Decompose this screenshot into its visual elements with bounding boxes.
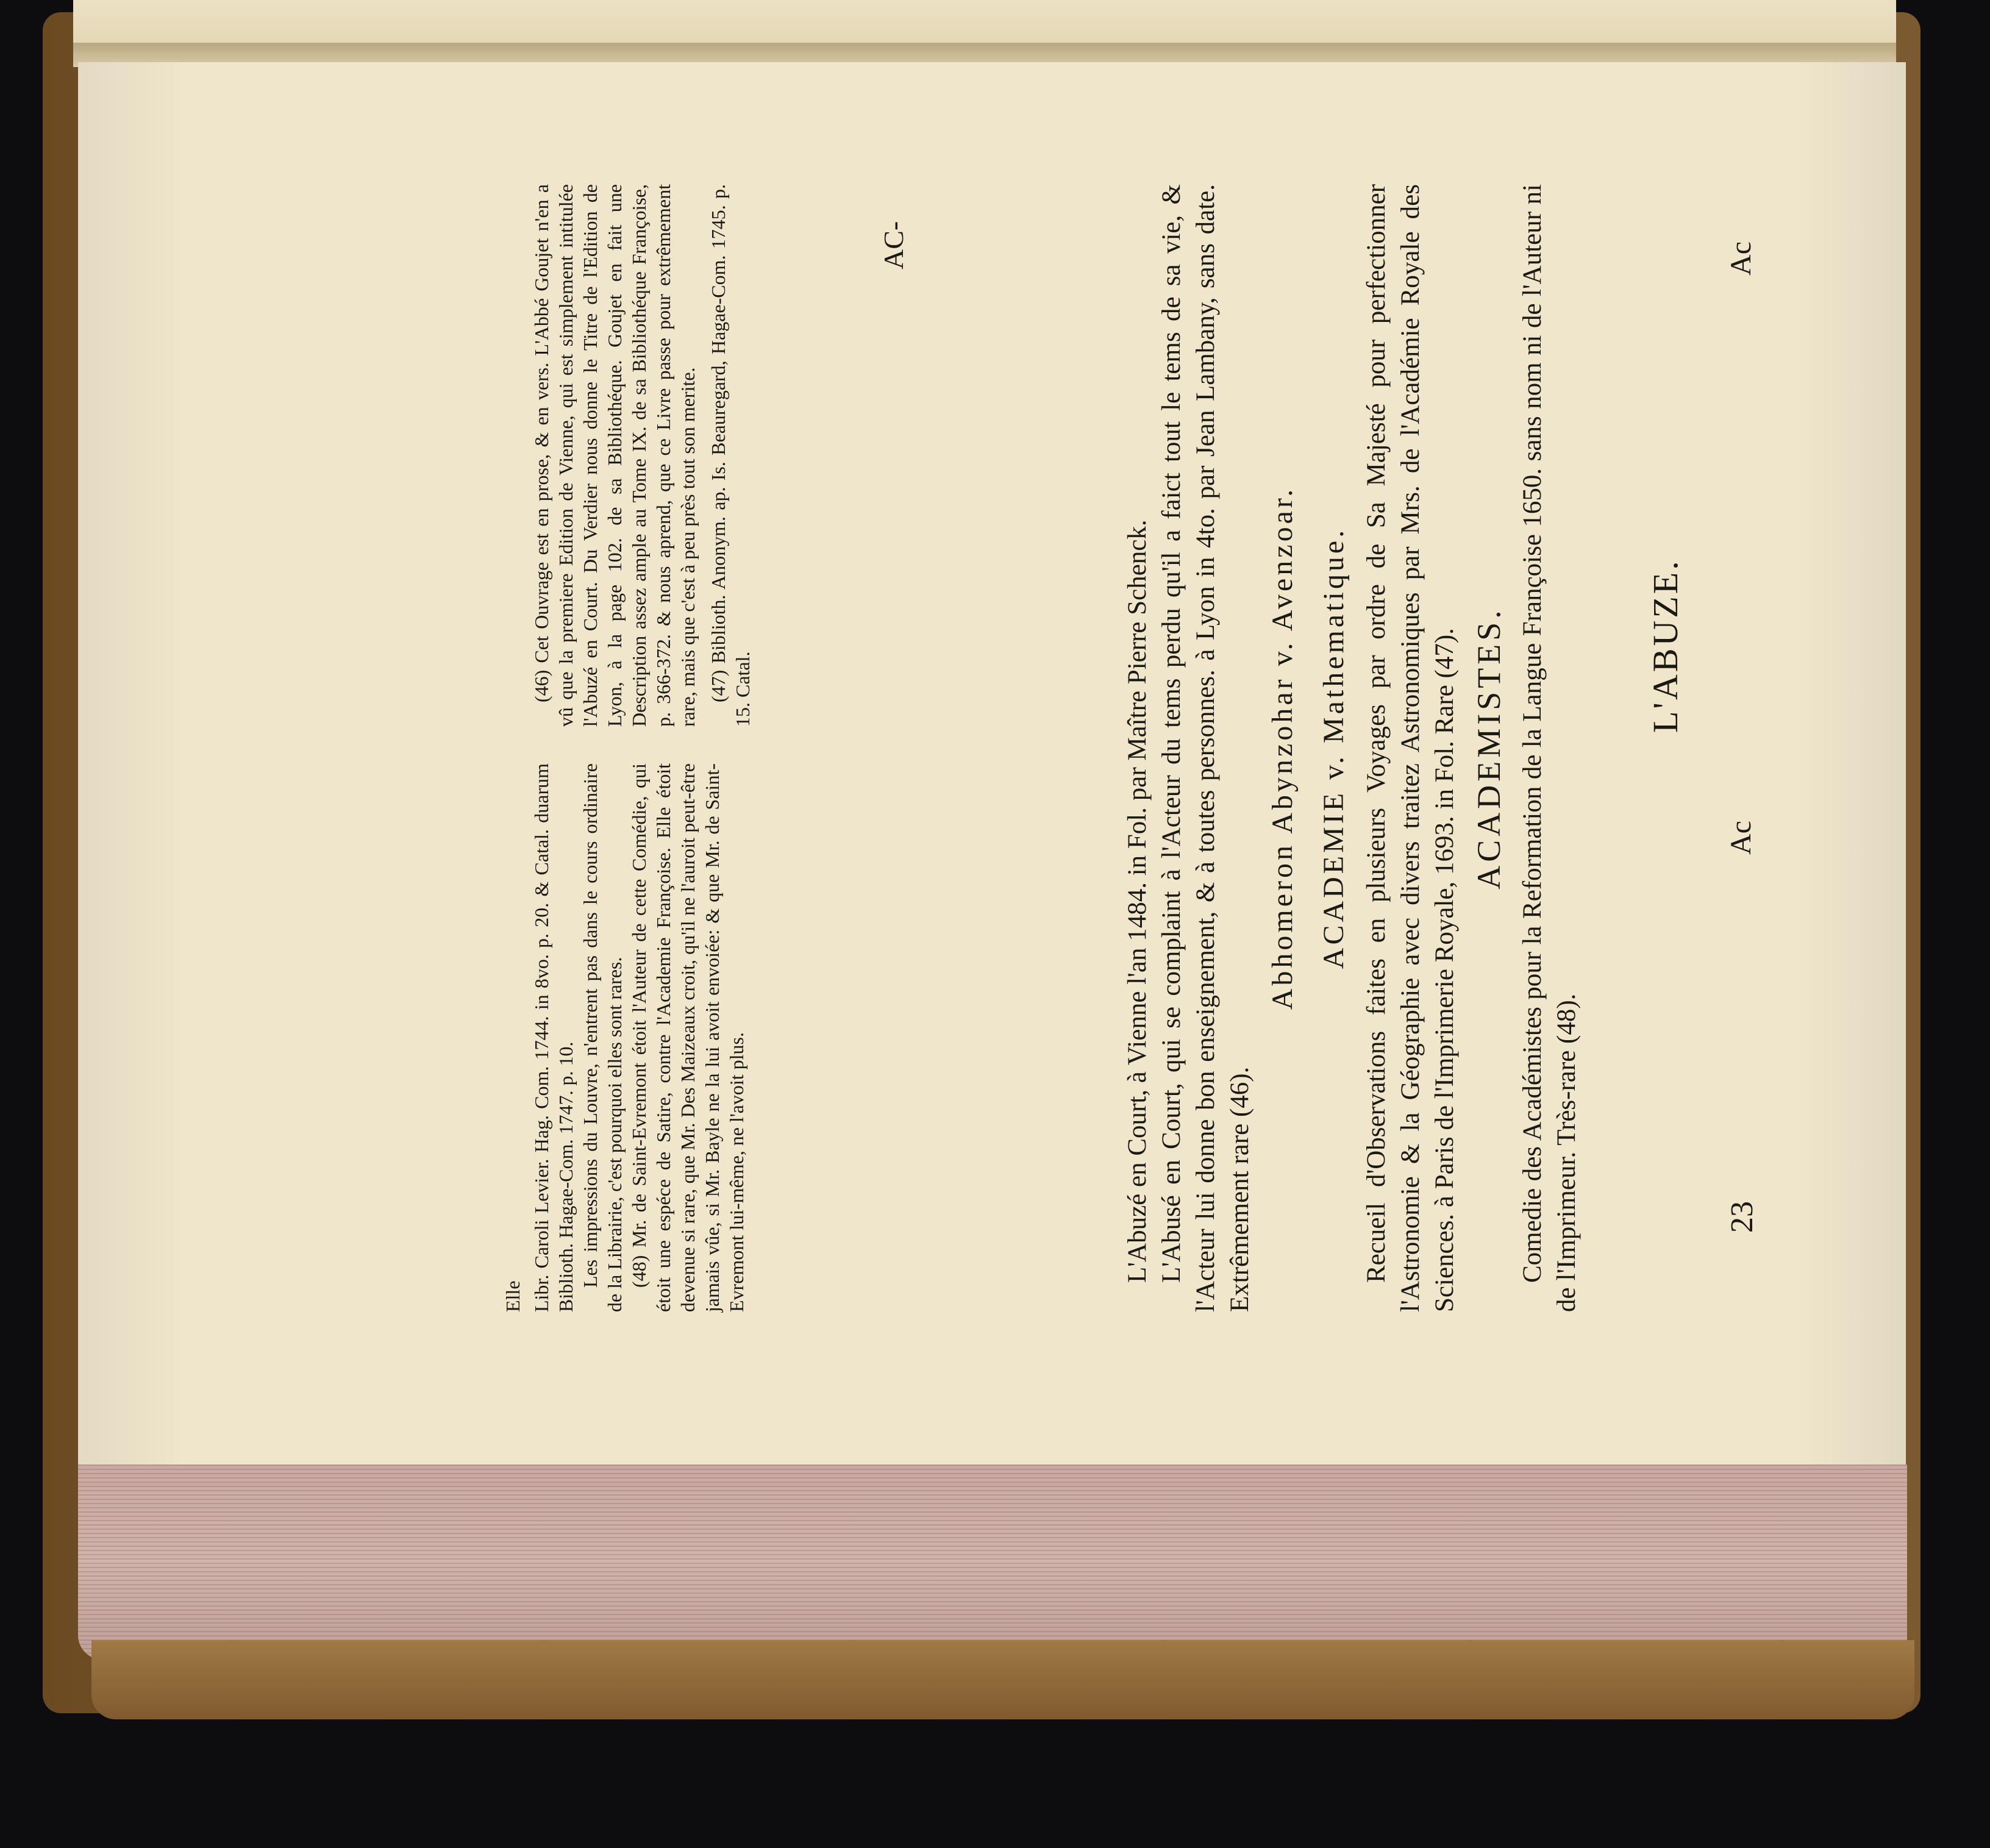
entry-abuze-1: L'Abuzé en Court, à Vienne l'an 1484. in Fol. par Maître Pierre Schenck. xyxy=(1123,519,1152,1283)
running-head-center: Ac xyxy=(1725,821,1757,855)
catchword-elle: Elle xyxy=(502,1280,524,1312)
cover-bottom-edge xyxy=(91,1640,1914,1719)
entry-comedie: Comedie des Académistes pour la Reformation de la Langue Françoise 1650. sans nom ni de l'Auteur ni de l'Imprimeur. Très-rare (48). xyxy=(1518,184,1581,1312)
catchword-ac: AC- xyxy=(878,221,909,269)
running-head-left: Ac xyxy=(1725,241,1757,276)
entry-academie: ACADEMIE v. Mathematique. xyxy=(1318,527,1350,969)
entry-recueil: Recueil d'Observations faites en plusieurs Voyages par ordre de Sa Majesté pour perfectionner l'Astronomie & la Géographie avec divers traitez Astronomiques par Mrs. de l'Académie Royale des Sciences. à Paris de l'Imprimerie Royale, 1693. in Fol. Rare (47). xyxy=(1362,184,1459,1312)
entry-abuze-2: L'Abusé en Court, qui se complaint à l'Acteur du tems perdu qu'il a faict tout le tems de sa vie, & l'Acteur lui donne bon enseignement, & à toutes personnes. à Lyon in 4to. par Jean Lambany, sans date. Extrêmement rare (46). xyxy=(1157,184,1254,1312)
page-block-edge xyxy=(78,1464,1907,1660)
page-text-frame xyxy=(78,62,1906,1464)
note-47: (47) Biblioth. Anonym. ap. Is. Beauregard, Hagae-Com. 1745. p. 15. Catal. xyxy=(707,184,754,727)
note-46: (46) Cet Ouvrage est en prose, & en vers. L'Abbé Goujet n'en a vû que la premiere Edition de Vienne, qui est simplement intitulée l'Abuzé en Court. Du Verdier nous donne le Titre de l'Edition de Lyon, à la page 102. de sa Bibliothéque. Goujet en fait une Description assez ample au Tome IX. de sa Bibliothéque Françoise, p. 366-372. & nous aprend, que ce Livre passe pour extrêmement rare, mais que c'est à peu près tout son merite. xyxy=(530,184,699,727)
notes-left-column xyxy=(529,184,755,727)
entry-academistes-title: ACADEMISTES. xyxy=(1471,607,1507,890)
page-number: 23 xyxy=(1725,1201,1760,1233)
note-48: (48) Mr. de Saint-Evremont étoit l'Auteur de cette Comédie, qui étoit une espéce de Satire, contre l'Academie Françoise. Elle étoit devenue si rare, que Mr. Des Maizeaux croit, qu'il ne l'auroit peut-être jamais vûe, si Mr. Bayle ne la lui avoit envoiée: & que Mr. de Saint-Evremont lui-même, ne l'avoit plus. xyxy=(628,763,747,1312)
main-text-block xyxy=(871,184,1584,1312)
notes-right-column xyxy=(529,763,749,1312)
section-title: L'ABUZE. xyxy=(1646,558,1685,733)
note-47-b: Les impressions du Louvre, n'entrent pas dans le cours ordinaire de la Librairie, c'est pourquoi elles sont rares. xyxy=(579,763,626,1312)
note-47-continued: Libr. Caroli Levier. Hag. Com. 1744. in 8vo. p. 20. & Catal. duarum Biblioth. Hagae-Com. 1747. p. 10. xyxy=(530,763,577,1312)
entry-abhomeron: Abhomeron Abynzohar v. Avenzoar. xyxy=(1266,486,1299,1010)
facing-page-edge xyxy=(73,0,1896,49)
